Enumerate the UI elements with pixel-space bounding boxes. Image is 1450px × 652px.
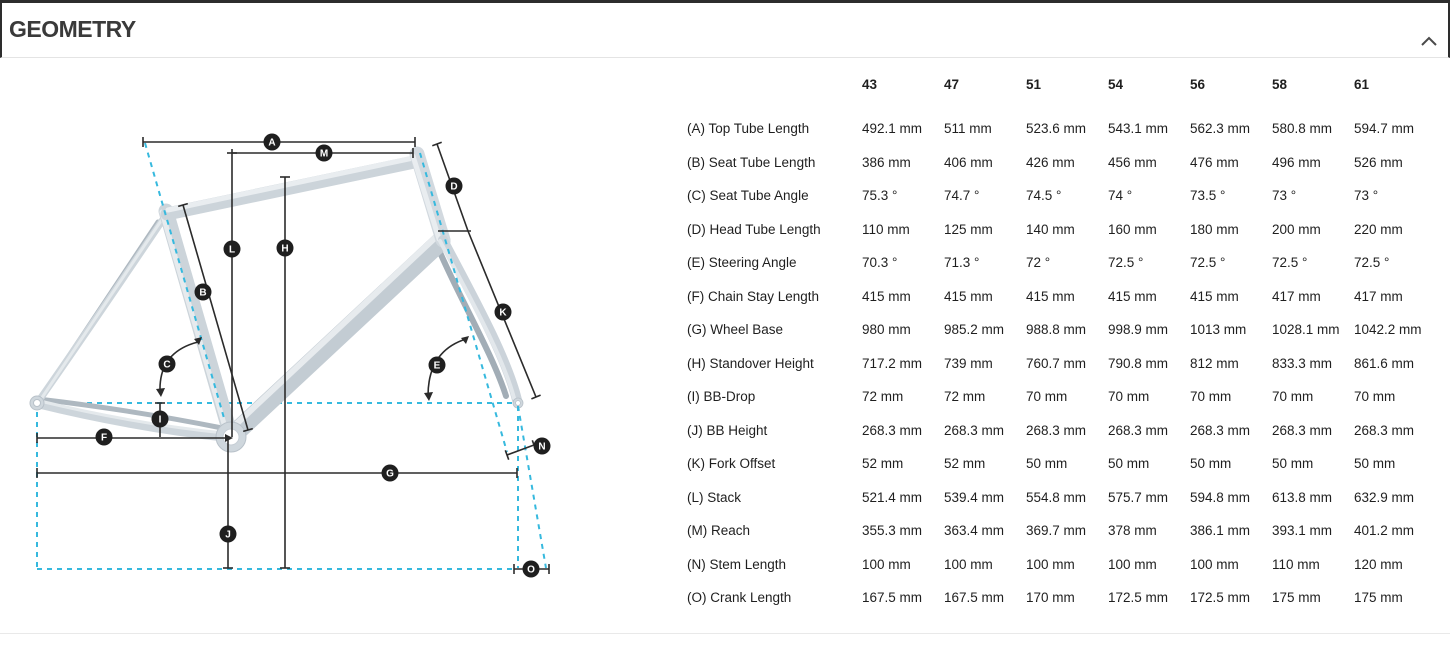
geometry-value: 52 mm <box>944 456 986 472</box>
geometry-value: 70 mm <box>1190 389 1232 405</box>
geometry-value: 70.3 ° <box>862 255 898 271</box>
geometry-value: 72.5 ° <box>1190 255 1226 271</box>
geometry-value: 415 mm <box>1026 288 1075 304</box>
table-row <box>687 112 1436 146</box>
table-row <box>687 514 1436 548</box>
marker-o <box>523 561 540 578</box>
marker-k-letter: K <box>499 307 507 319</box>
geometry-value: 50 mm <box>1272 456 1314 472</box>
geometry-value: 717.2 mm <box>862 355 923 371</box>
geometry-value: 70 mm <box>1108 389 1150 405</box>
dimension-label: (J) BB Height <box>687 422 768 438</box>
geometry-value: 406 mm <box>944 154 993 170</box>
marker-l-letter: L <box>228 244 236 256</box>
geometry-value: 998.9 mm <box>1108 322 1169 338</box>
marker-j <box>220 526 237 543</box>
marker-o-letter: O <box>527 564 535 576</box>
geometry-value: 71.3 ° <box>944 255 980 271</box>
dimension-label: (M) Reach <box>687 523 751 539</box>
dimension-lines <box>37 137 549 574</box>
geometry-value: 110 mm <box>862 221 910 237</box>
geometry-value: 125 mm <box>944 221 993 237</box>
geometry-value: 426 mm <box>1026 154 1075 170</box>
table-row <box>687 246 1436 280</box>
size-header-row <box>687 70 1436 98</box>
geometry-value: 120 mm <box>1354 556 1403 572</box>
marker-f <box>96 429 113 446</box>
geometry-value: 562.3 mm <box>1190 121 1251 137</box>
table-row <box>687 447 1436 481</box>
geometry-value: 172.5 mm <box>1190 590 1251 606</box>
bike-frame <box>30 154 523 452</box>
geometry-value: 554.8 mm <box>1026 489 1087 505</box>
geometry-value: 268.3 mm <box>944 422 1005 438</box>
geometry-value: 526 mm <box>1354 154 1403 170</box>
geometry-value: 170 mm <box>1026 590 1075 606</box>
geometry-value: 50 mm <box>1190 456 1232 472</box>
geometry-value: 386.1 mm <box>1190 523 1251 539</box>
geometry-value: 594.8 mm <box>1190 489 1251 505</box>
geometry-value: 369.7 mm <box>1026 523 1087 539</box>
geometry-value: 417 mm <box>1272 288 1321 304</box>
geometry-value: 1028.1 mm <box>1272 322 1340 338</box>
table-row <box>687 414 1436 448</box>
dimension-label: (F) Chain Stay Length <box>687 288 820 304</box>
table-row <box>687 313 1436 347</box>
table-row <box>687 213 1436 247</box>
marker-n <box>534 438 551 455</box>
size-column-header: 61 <box>1354 76 1370 92</box>
geometry-value: 140 mm <box>1026 221 1075 237</box>
dimension-label: (E) Steering Angle <box>687 255 797 271</box>
geometry-value: 812 mm <box>1190 355 1239 371</box>
geometry-accordion-header[interactable] <box>0 0 1450 58</box>
geometry-value: 74.5 ° <box>1026 188 1062 204</box>
geometry-value: 70 mm <box>1272 389 1314 405</box>
frame-geometry-diagram <box>20 95 660 615</box>
geometry-value: 70 mm <box>1354 389 1396 405</box>
geometry-value: 401.2 mm <box>1354 523 1415 539</box>
geometry-value: 220 mm <box>1354 221 1403 237</box>
geometry-value: 521.4 mm <box>862 489 923 505</box>
geometry-value: 511 mm <box>944 121 992 137</box>
geometry-value: 110 mm <box>1272 556 1320 572</box>
geometry-value: 415 mm <box>1190 288 1239 304</box>
dimension-label: (I) BB-Drop <box>687 389 756 405</box>
table-row <box>687 280 1436 314</box>
geometry-value: 52 mm <box>862 456 904 472</box>
geometry-value: 393.1 mm <box>1272 523 1333 539</box>
geometry-value: 172.5 mm <box>1108 590 1169 606</box>
geometry-value: 200 mm <box>1272 221 1321 237</box>
geometry-value: 760.7 mm <box>1026 355 1087 371</box>
geometry-value: 268.3 mm <box>1026 422 1087 438</box>
construction-lines <box>37 143 546 569</box>
marker-b <box>195 284 212 301</box>
geometry-value: 632.9 mm <box>1354 489 1415 505</box>
marker-g <box>382 465 399 482</box>
geometry-value: 167.5 mm <box>862 590 923 606</box>
geometry-value: 363.4 mm <box>944 523 1005 539</box>
geometry-value: 175 mm <box>1272 590 1321 606</box>
dimension-label: (D) Head Tube Length <box>687 221 821 237</box>
marker-a-letter: A <box>268 137 276 149</box>
size-column-header: 47 <box>944 76 960 92</box>
geometry-value: 74 ° <box>1108 188 1133 204</box>
geometry-value: 175 mm <box>1354 590 1403 606</box>
dimension-label: (B) Seat Tube Length <box>687 154 816 170</box>
geometry-value: 415 mm <box>862 288 911 304</box>
marker-e-letter: E <box>433 360 441 372</box>
geometry-value: 594.7 mm <box>1354 121 1415 137</box>
geometry-value: 167.5 mm <box>944 590 1005 606</box>
geometry-value: 100 mm <box>1108 556 1157 572</box>
marker-m <box>316 145 333 162</box>
dimension-label: (G) Wheel Base <box>687 322 784 338</box>
geometry-value: 72.5 ° <box>1108 255 1144 271</box>
geometry-value: 575.7 mm <box>1108 489 1169 505</box>
geometry-value: 268.3 mm <box>862 422 923 438</box>
geometry-value: 73 ° <box>1354 188 1379 204</box>
size-column-header: 51 <box>1026 76 1042 92</box>
marker-k <box>495 304 512 321</box>
size-column-header: 58 <box>1272 76 1288 92</box>
geometry-value: 613.8 mm <box>1272 489 1333 505</box>
geometry-value: 73.5 ° <box>1190 188 1226 204</box>
marker-b-letter: B <box>199 287 207 299</box>
size-column-header: 56 <box>1190 76 1206 92</box>
geometry-value: 100 mm <box>1190 556 1239 572</box>
geometry-value: 539.4 mm <box>944 489 1005 505</box>
geometry-value: 580.8 mm <box>1272 121 1333 137</box>
geometry-value: 50 mm <box>1026 456 1068 472</box>
dimension-label: (C) Seat Tube Angle <box>687 188 809 204</box>
geometry-value: 75.3 ° <box>862 188 898 204</box>
geometry-value: 72 mm <box>862 389 904 405</box>
marker-m-letter: M <box>319 148 329 160</box>
table-row <box>687 347 1436 381</box>
geometry-value: 1042.2 mm <box>1354 322 1422 338</box>
geometry-value: 355.3 mm <box>862 523 923 539</box>
marker-i <box>152 411 169 428</box>
marker-g-letter: G <box>386 468 394 480</box>
geometry-value: 180 mm <box>1190 221 1239 237</box>
geometry-value: 72 mm <box>944 389 986 405</box>
marker-c <box>159 356 176 373</box>
marker-c-letter: C <box>163 359 171 371</box>
section-divider <box>0 633 1450 634</box>
dimension-label: (K) Fork Offset <box>687 456 776 472</box>
geometry-value: 985.2 mm <box>944 322 1005 338</box>
geometry-value: 50 mm <box>1354 456 1396 472</box>
geometry-value: 73 ° <box>1272 188 1297 204</box>
geometry-value: 492.1 mm <box>862 121 923 137</box>
size-column-header: 43 <box>862 76 878 92</box>
geometry-value: 160 mm <box>1108 221 1157 237</box>
geometry-value: 100 mm <box>944 556 993 572</box>
chevron-up-icon[interactable] <box>1420 35 1438 47</box>
geometry-value: 268.3 mm <box>1190 422 1251 438</box>
geometry-value: 70 mm <box>1026 389 1068 405</box>
geometry-value: 268.3 mm <box>1354 422 1415 438</box>
marker-a <box>264 134 281 151</box>
dimension-label: (L) Stack <box>687 489 742 505</box>
geometry-value: 268.3 mm <box>1272 422 1333 438</box>
geometry-value: 100 mm <box>1026 556 1075 572</box>
geometry-value: 496 mm <box>1272 154 1321 170</box>
marker-e <box>429 357 446 374</box>
geometry-value: 739 mm <box>944 355 993 371</box>
geometry-value: 268.3 mm <box>1108 422 1169 438</box>
marker-f-letter: F <box>100 432 108 444</box>
geometry-rows <box>687 112 1436 615</box>
geometry-value: 1013 mm <box>1190 322 1247 338</box>
marker-d <box>446 178 463 195</box>
geometry-value: 456 mm <box>1108 154 1157 170</box>
geometry-value: 378 mm <box>1108 523 1157 539</box>
geometry-value: 417 mm <box>1354 288 1403 304</box>
dimension-label: (A) Top Tube Length <box>687 121 810 137</box>
geometry-value: 72.5 ° <box>1354 255 1390 271</box>
marker-h-letter: H <box>281 243 289 255</box>
geometry-value: 72 ° <box>1026 255 1051 271</box>
geometry-value: 523.6 mm <box>1026 121 1087 137</box>
geometry-value: 833.3 mm <box>1272 355 1333 371</box>
geometry-value: 988.8 mm <box>1026 322 1087 338</box>
marker-l <box>224 241 241 258</box>
geometry-table <box>687 70 1436 615</box>
geometry-value: 100 mm <box>862 556 911 572</box>
geometry-value: 476 mm <box>1190 154 1239 170</box>
geometry-value: 790.8 mm <box>1108 355 1169 371</box>
marker-h <box>277 240 294 257</box>
geometry-value: 415 mm <box>1108 288 1157 304</box>
geometry-value: 980 mm <box>862 322 911 338</box>
geometry-value: 72.5 ° <box>1272 255 1308 271</box>
size-column-header: 54 <box>1108 76 1124 92</box>
marker-i-letter: I <box>158 414 162 426</box>
marker-j-letter: J <box>225 529 231 541</box>
geometry-value: 415 mm <box>944 288 993 304</box>
table-row <box>687 581 1436 615</box>
geometry-value: 386 mm <box>862 154 911 170</box>
dimension-label: (N) Stem Length <box>687 556 787 572</box>
table-row <box>687 481 1436 515</box>
geometry-value: 74.7 ° <box>944 188 980 204</box>
dimension-label: (H) Standover Height <box>687 355 814 371</box>
geometry-value: 543.1 mm <box>1108 121 1169 137</box>
marker-n-letter: N <box>538 441 546 453</box>
table-row <box>687 146 1436 180</box>
marker-d-letter: D <box>450 181 458 193</box>
table-row <box>687 179 1436 213</box>
dimension-label: (O) Crank Length <box>687 590 792 606</box>
table-row <box>687 548 1436 582</box>
geometry-value: 861.6 mm <box>1354 355 1415 371</box>
section-title: GEOMETRY <box>9 16 136 42</box>
table-row <box>687 380 1436 414</box>
geometry-value: 50 mm <box>1108 456 1150 472</box>
